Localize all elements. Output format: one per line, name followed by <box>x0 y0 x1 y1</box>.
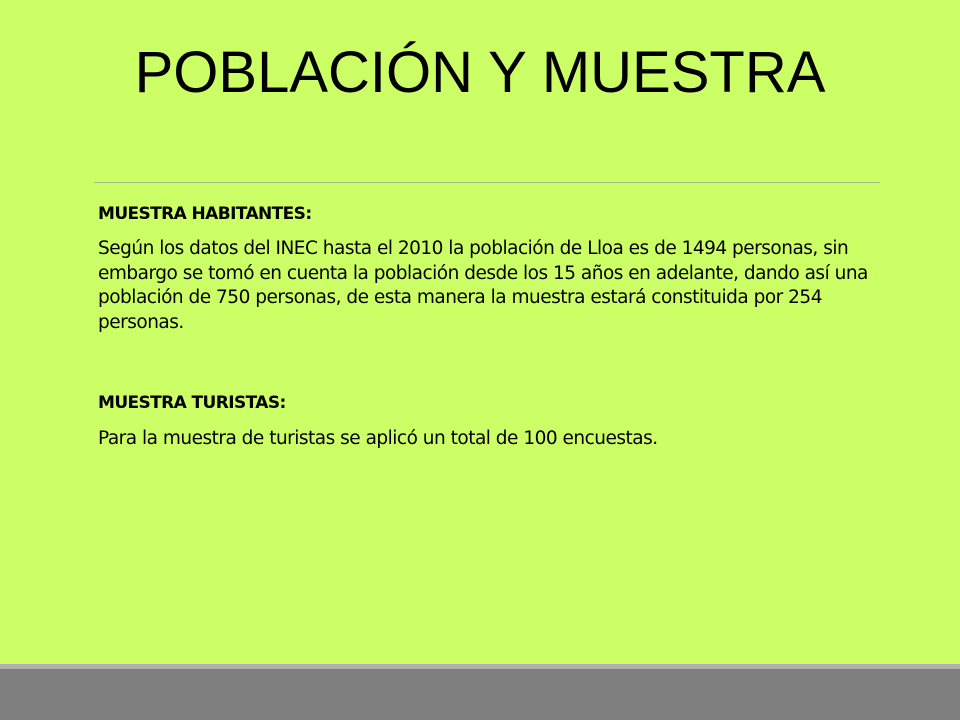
slide-content <box>98 200 878 452</box>
section-heading-turistas: MUESTRA TURISTAS: <box>98 393 286 413</box>
footer-band-edge <box>0 664 960 669</box>
section-heading-habitantes: MUESTRA HABITANTES: <box>98 204 312 224</box>
title-divider <box>94 182 880 183</box>
footer-band <box>0 664 960 720</box>
section-text-turistas: Para la muestra de turistas se aplicó un total de 100 encuestas. <box>98 428 658 449</box>
section-text-habitantes: Según los datos del INEC hasta el 2010 la población de Lloa es de 1494 personas, sin embargo se tomó en cuenta la población desde los 15 años en adelante, dando así una población de 750 personas, de esta manera la muestra estará constituida por 254 personas. <box>98 238 868 333</box>
slide-title: POBLACIÓN Y MUESTRA <box>134 40 826 105</box>
